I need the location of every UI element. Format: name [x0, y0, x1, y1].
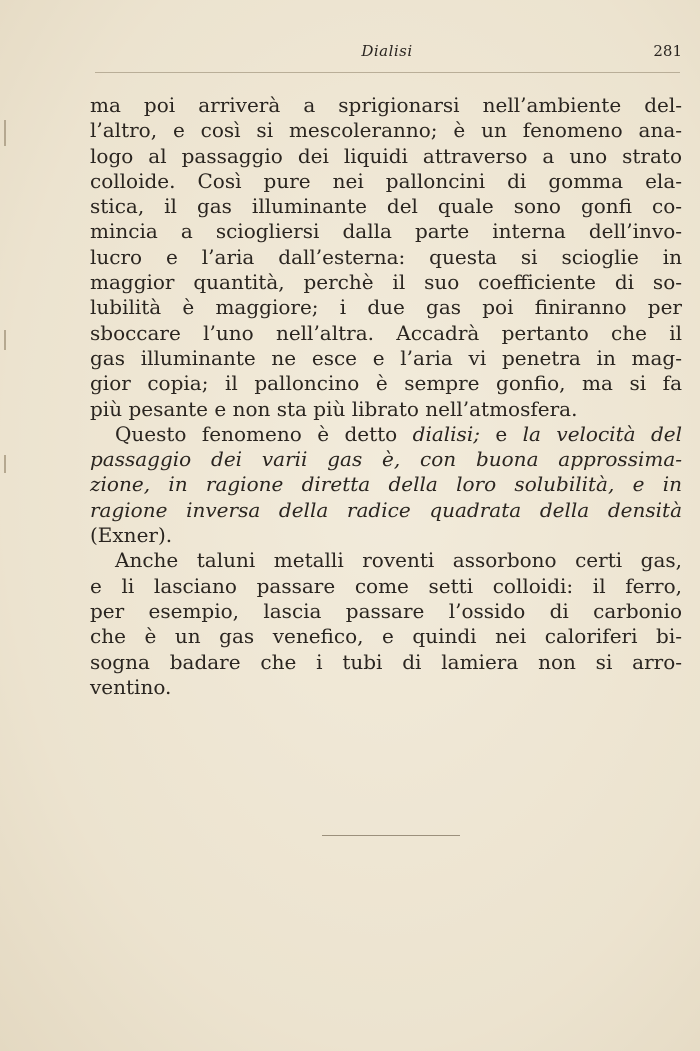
- header-rule: [95, 72, 680, 73]
- text-line: gas illuminante ne esce e l’aria vi penetra in mag-: [90, 345, 682, 370]
- emphasized-text-line: ragione inversa della radice quadrata della densità: [90, 497, 682, 522]
- text-line: sboccare l’uno nell’altra. Accadrà pertanto che il: [90, 320, 682, 345]
- text-line: logo al passaggio dei liquidi attraverso a uno strato: [90, 143, 682, 168]
- text-line: più pesante e non sta più librato nell’atmosfera.: [90, 396, 578, 421]
- emphasized-text: la velocità del: [522, 421, 682, 446]
- running-title: Dialisi: [361, 42, 413, 60]
- text-run: e: [479, 421, 523, 446]
- text-line: colloide. Così pure nei palloncini di gomma ela-: [90, 168, 682, 193]
- text-run: Questo fenomeno è detto: [115, 421, 413, 446]
- paragraph-2: [90, 422, 682, 548]
- text-line: che è un gas venefico, e quindi nei caloriferi bi-: [90, 624, 682, 649]
- page-number: 281: [653, 42, 682, 60]
- emphasized-text-line: passaggio dei varii gas è, con buona approssima-: [90, 447, 682, 472]
- text-line: lubilità è maggiore; i due gas poi finiranno per: [90, 295, 682, 320]
- text-line: gior copia; il palloncino è sempre gonfio, ma si fa: [90, 371, 682, 396]
- emphasized-term: dialisi;: [412, 421, 480, 446]
- end-rule: [322, 835, 460, 836]
- text-line: ma poi arriverà a sprigionarsi nell’ambiente del-: [90, 93, 682, 117]
- text-line: Anche taluni metalli roventi assorbono certi gas,: [115, 548, 682, 573]
- page-edge-mark: [4, 455, 6, 473]
- text-line: per esempio, lascia passare l’ossido di carbonio: [90, 598, 682, 623]
- text-line: stica, il gas illuminante del quale sono gonfi co-: [90, 194, 682, 219]
- text-line: lucro e l’aria dall’esterna: questa si scioglie in: [90, 244, 682, 269]
- text-line: maggior quantità, perchè il suo coefficiente di so-: [90, 270, 682, 295]
- text-line: (Exner).: [90, 523, 173, 548]
- paragraph-1: [90, 93, 682, 422]
- text-line: mincia a sciogliersi dalla parte interna dell’invo-: [90, 219, 682, 244]
- body-text: [90, 93, 682, 700]
- page-header: [92, 42, 682, 66]
- page-edge-mark: [4, 120, 6, 146]
- text-line: e li lasciano passare come setti colloidi: il ferro,: [90, 573, 682, 598]
- text-line: ventino.: [90, 674, 172, 699]
- text-line: sogna badare che i tubi di lamiera non si arro-: [90, 649, 682, 674]
- text-line: l’altro, e così si mescoleranno; è un fenomeno ana-: [90, 118, 682, 143]
- emphasized-text-line: zione, in ragione diretta della loro solubilità, e in: [90, 472, 682, 497]
- text-line: [90, 422, 682, 447]
- page-edge-mark: [4, 330, 6, 350]
- paragraph-3: [90, 548, 682, 700]
